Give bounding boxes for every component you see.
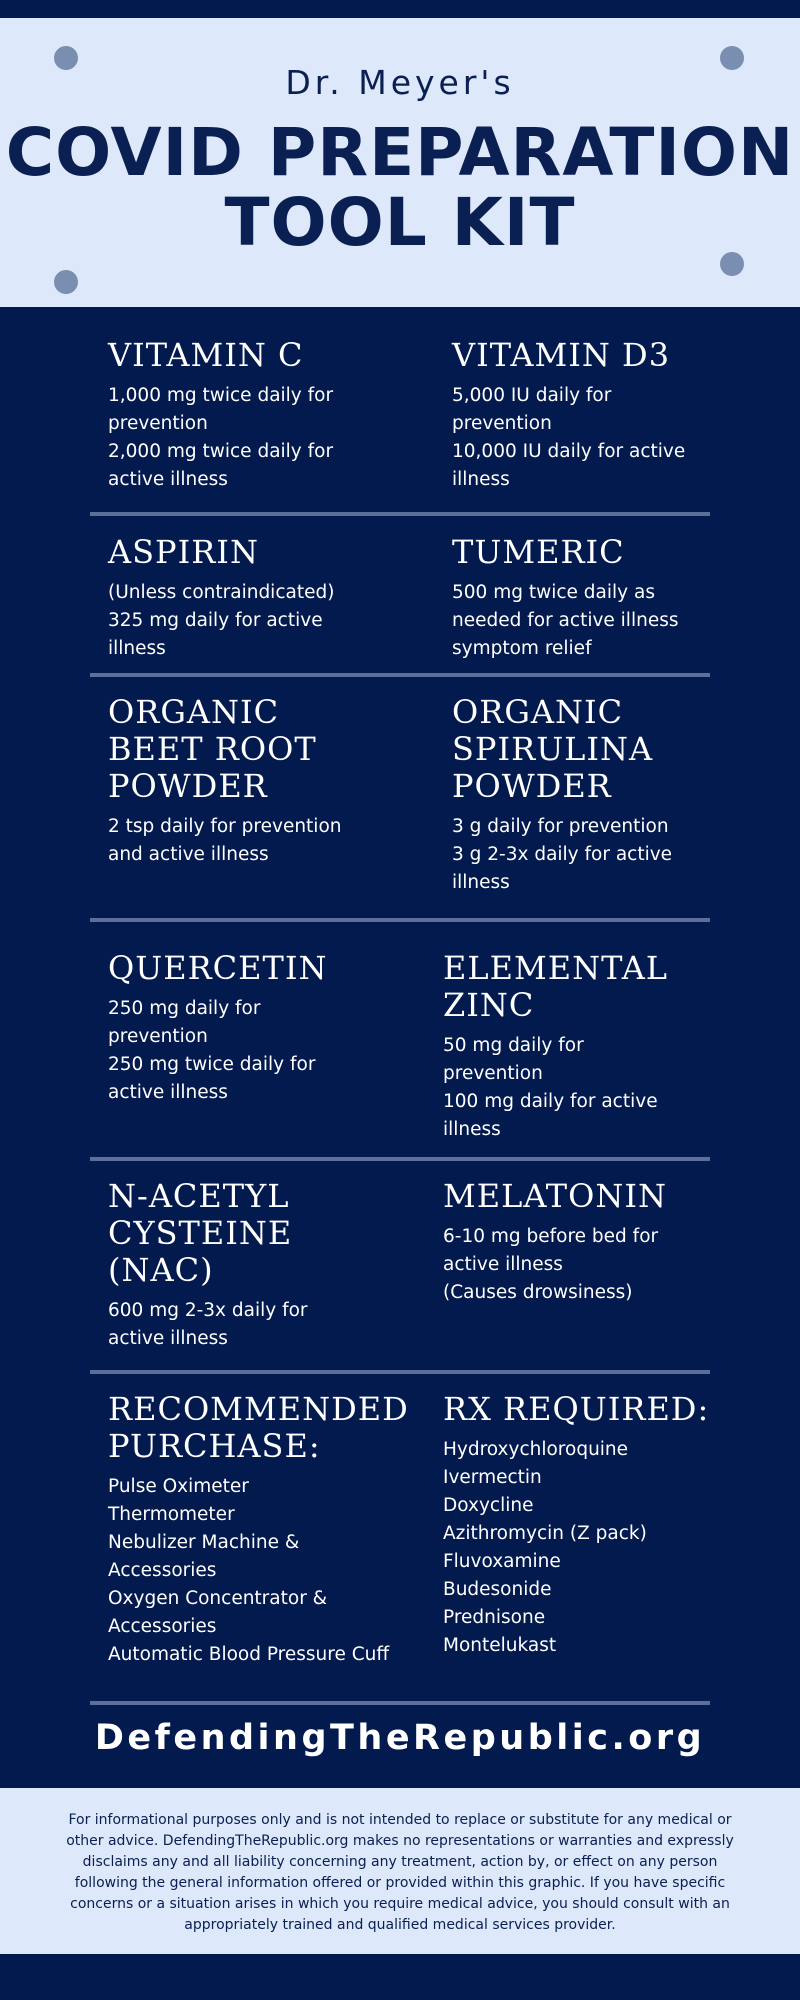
section-divider	[90, 1370, 710, 1374]
item-details: Pulse Oximeter Thermometer Nebulizer Machine & Accessories Oxygen Concentrator & Accessories Automatic Blood Pressure Cuff	[108, 1476, 390, 1665]
disclaimer-text: For informational purposes only and is not intended to replace or substitute for any medical or other advice. DefendingTheRepublic.org makes no representations or warranties and expressly disclaims any and all liability concerning any treatment, action by, or effect on any person following the general information offered or provided within this graphic. If you have specific concerns or a situation arises in which you require medical advice, you should consult with an appropriately trained and qualified medical services provider.	[66, 1812, 734, 1933]
item-organic-beet-root-powder	[108, 694, 342, 869]
section-divider	[90, 673, 710, 677]
item-title: ORGANIC SPIRULINA POWDER	[452, 693, 654, 805]
item-elemental-zinc	[443, 950, 668, 1144]
website-url: DefendingTheRepublic.org	[94, 1718, 706, 1758]
item-title: VITAMIN C	[108, 336, 304, 374]
item-details: Hydroxychloroquine Ivermectin Doxycline Azithromycin (Z pack) Fluvoxamine Budesonide Prednisone Montelukast	[443, 1439, 647, 1656]
recommended-purchase	[108, 1391, 409, 1669]
item-title: ASPIRIN	[108, 533, 259, 571]
decorative-dot	[54, 270, 78, 294]
item-details: 2 tsp daily for prevention and active illness	[108, 816, 342, 865]
section-divider	[90, 918, 710, 922]
item-organic-spirulina-powder	[452, 694, 672, 897]
item-title: ELEMENTAL ZINC	[443, 949, 669, 1024]
section-divider	[90, 1701, 710, 1705]
item-title: MELATONIN	[443, 1177, 667, 1215]
item-title: N-ACETYL CYSTEINE (NAC)	[108, 1177, 293, 1289]
rx-required	[443, 1391, 709, 1660]
section-divider	[90, 1157, 710, 1161]
page-title	[0, 114, 800, 261]
item-details: 5,000 IU daily for prevention 10,000 IU daily for active illness	[452, 385, 686, 490]
item-title: QUERCETIN	[108, 949, 328, 987]
item-details: (Unless contraindicated) 325 mg daily for active illness	[108, 582, 335, 659]
item-title: TUMERIC	[452, 533, 625, 571]
item-details: 1,000 mg twice daily for prevention 2,000 mg twice daily for active illness	[108, 385, 334, 490]
item-title: VITAMIN D3	[452, 336, 671, 374]
item-aspirin	[108, 534, 334, 663]
item-details: 50 mg daily for prevention 100 mg daily for active illness	[443, 1035, 658, 1140]
author-subtitle: Dr. Meyer's	[285, 63, 515, 102]
bottom-band	[0, 1954, 800, 2000]
title-line: COVID PREPARATION	[5, 114, 795, 191]
item-details: 3 g daily for prevention 3 g 2-3x daily for active illness	[452, 816, 673, 893]
item-title: RECOMMENDED PURCHASE:	[108, 1390, 409, 1465]
top-band	[0, 0, 800, 18]
item-tumeric	[452, 534, 678, 663]
item-melatonin	[443, 1178, 667, 1307]
disclaimer-box	[0, 1788, 800, 1954]
item-details: 6-10 mg before bed for active illness (Causes drowsiness)	[443, 1226, 659, 1303]
title-line: TOOL KIT	[224, 184, 576, 261]
item-title: ORGANIC BEET ROOT POWDER	[108, 693, 317, 805]
item-title: RX REQUIRED:	[443, 1390, 710, 1428]
item-details: 600 mg 2-3x daily for active illness	[108, 1300, 308, 1349]
item-n-acetyl-cysteine	[108, 1178, 308, 1353]
item-vitamin-d3	[452, 337, 685, 494]
item-details: 250 mg daily for prevention 250 mg twice daily for active illness	[108, 998, 316, 1103]
item-vitamin-c	[108, 337, 333, 494]
item-details: 500 mg twice daily as needed for active illness symptom relief	[452, 582, 679, 659]
item-quercetin	[108, 950, 327, 1107]
header-banner	[0, 18, 800, 307]
section-divider	[90, 512, 710, 516]
